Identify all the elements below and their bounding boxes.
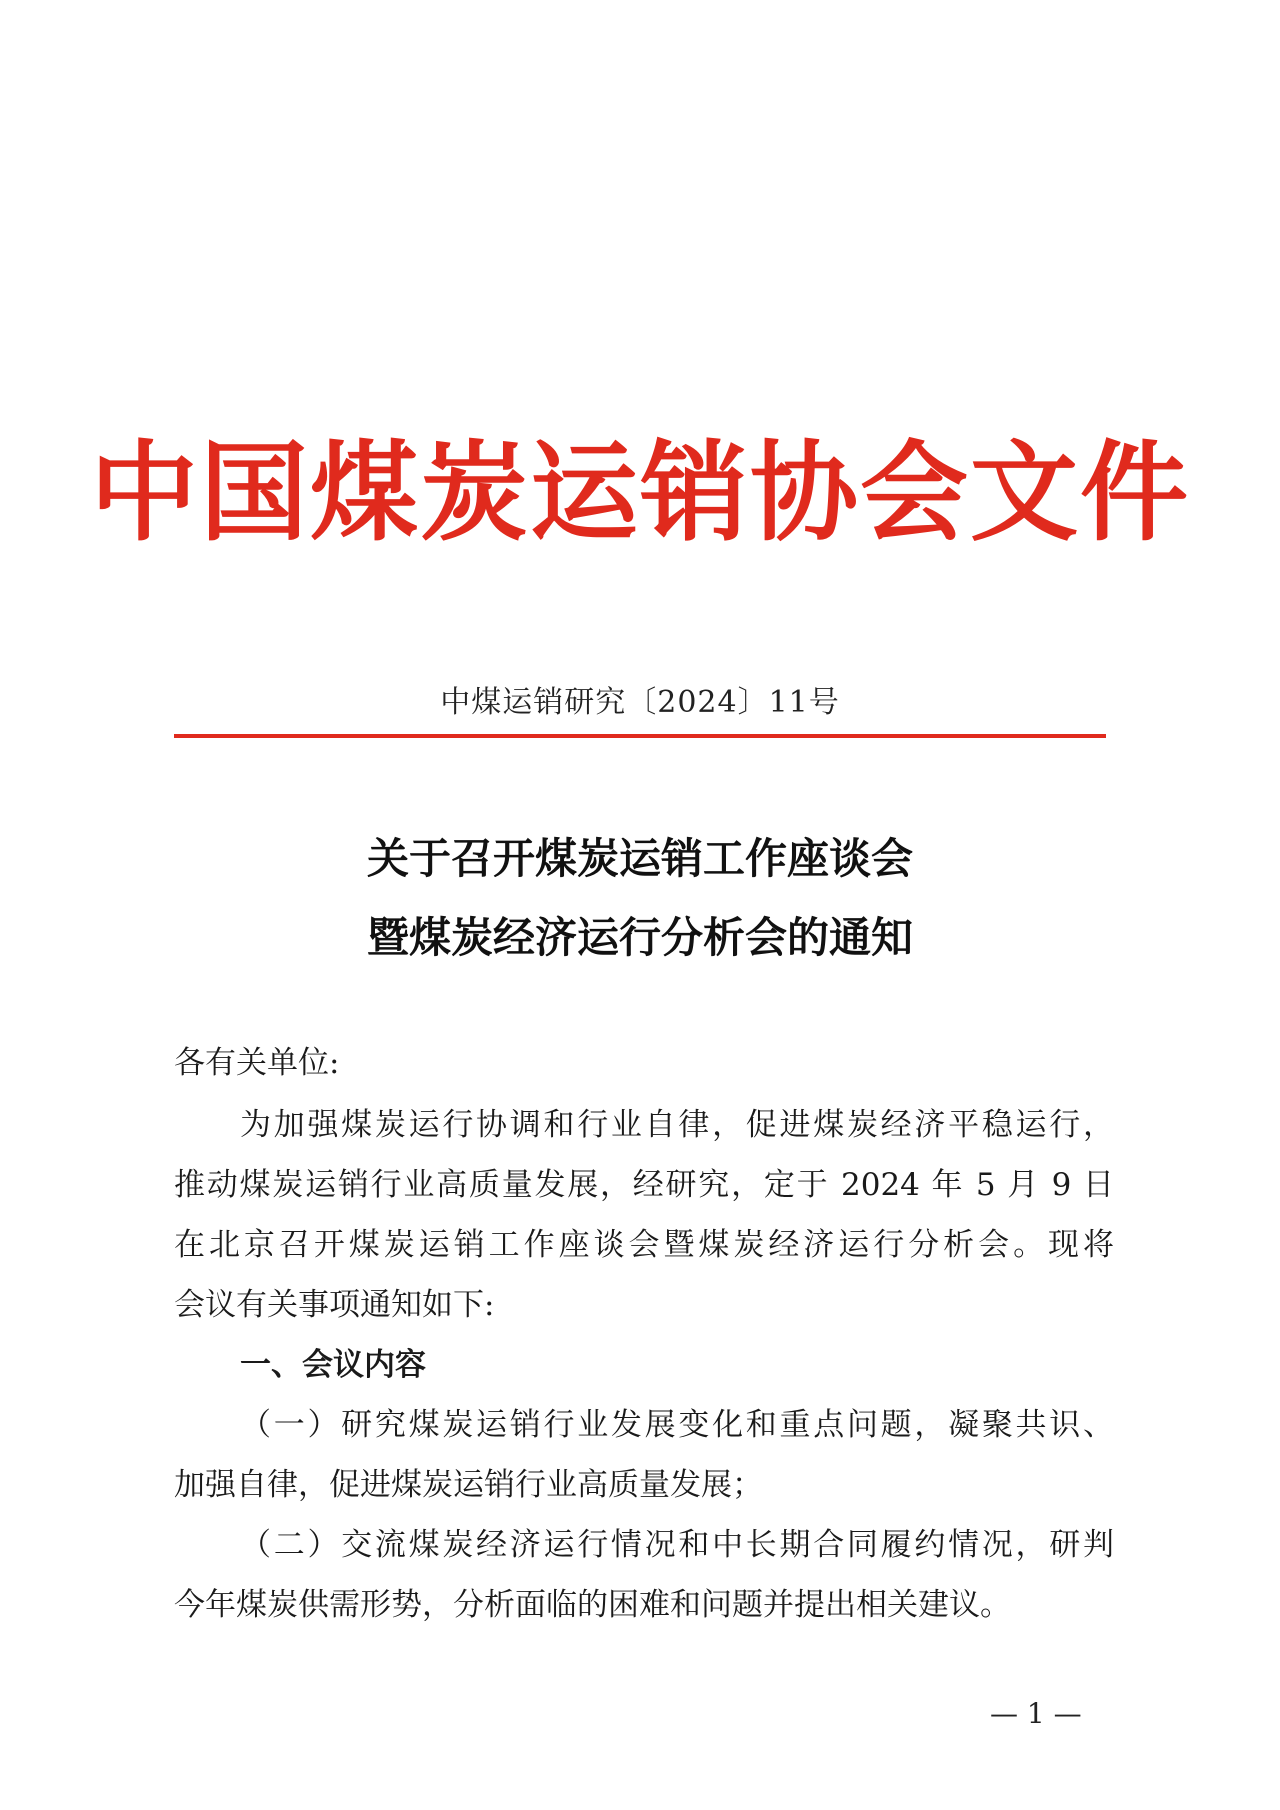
document-header-title: 中国煤炭运销协会文件: [89, 431, 1190, 556]
page-number: — 1 —: [990, 1697, 1082, 1730]
notice-title-line-1: 关于召开煤炭运销工作座谈会: [366, 834, 913, 883]
list-item-line: （一）研究煤炭运销行业发展变化和重点问题，凝聚共识、: [240, 1407, 1114, 1443]
paragraph-line: 在北京召开煤炭运销工作座谈会暨煤炭经济运行分析会。现将: [174, 1227, 1114, 1263]
paragraph-line: 推动煤炭运销行业高质量发展，经研究，定于 2024 年 5 月 9 日: [174, 1167, 1114, 1203]
salutation: 各有关单位:: [174, 1045, 340, 1081]
list-item-line: （二）交流煤炭经济运行情况和中长期合同履约情况，研判: [240, 1527, 1114, 1563]
list-item-line: 加强自律，促进煤炭运销行业高质量发展；: [174, 1467, 763, 1503]
paragraph-line: 为加强煤炭运行协调和行业自律，促进煤炭经济平稳运行，: [240, 1107, 1114, 1143]
document-number: 中煤运销研究〔2024〕11号: [440, 685, 840, 720]
red-divider-rule: [174, 734, 1106, 738]
notice-title-line-2: 暨煤炭经济运行分析会的通知: [366, 913, 913, 962]
list-item-line: 今年煤炭供需形势，分析面临的困难和问题并提出相关建议。: [174, 1587, 1011, 1623]
paragraph-line: 会议有关事项通知如下:: [174, 1287, 495, 1323]
section-heading: 一、会议内容: [240, 1347, 426, 1383]
